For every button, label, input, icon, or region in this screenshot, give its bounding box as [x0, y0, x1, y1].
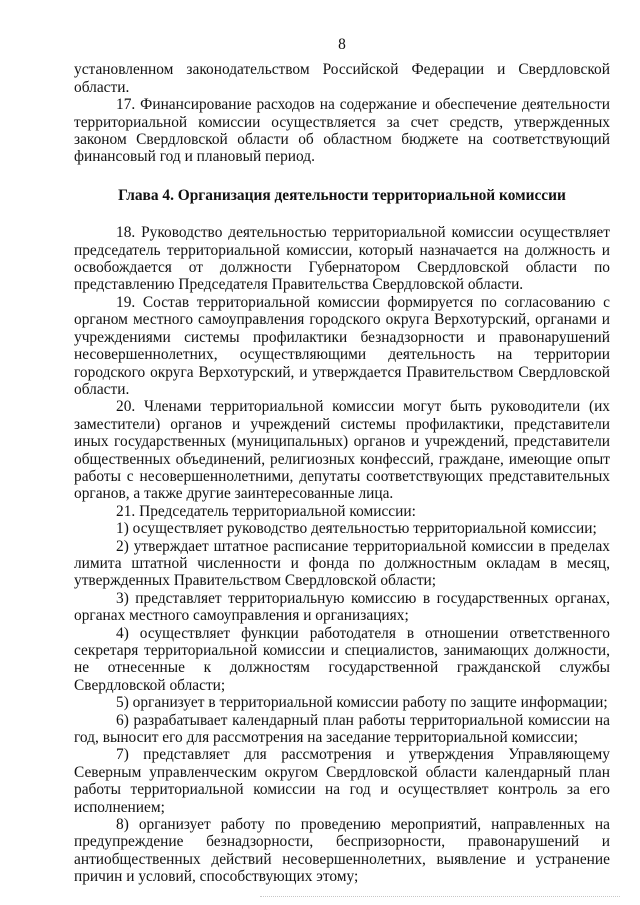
- page-number: 8: [338, 36, 346, 53]
- paragraph-19: 19. Состав территориальной комиссии формируется по согласованию с органом местного самоуправления городского округа Верхотурский, органами и учреждениями системы профилактики безнадзорности и правонарушений несовершеннолетних, осуществляющими деятельность на территории городского округа Верхотурский, и утверждается Правительством Свердловской области.: [74, 293, 610, 398]
- list-item-3: 3) представляет территориальную комиссию в государственных органах, органах местного самоуправления и организациях;: [74, 589, 610, 625]
- list-item-5: 5) организует в территориальной комиссии работу по защите информации;: [116, 694, 608, 712]
- document-page: [74, 36, 610, 886]
- list-item-4: 4) осуществляет функции работодателя в отношении ответственного секретаря территориальной комиссии и специалистов, занимающих должности, не отнесенные к должностям государственной гражданской службы Свердловской области;: [74, 624, 610, 694]
- chapter-heading: Глава 4. Организация деятельности территориальной комиссии: [118, 186, 566, 204]
- list-item-2: 2) утверждает штатное расписание территориальной комиссии в пределах лимита штатной численности и фонда по должностным окладам в месяц, утвержденных Правительством Свердловской области;: [74, 537, 610, 590]
- footer-divider: [260, 896, 620, 897]
- list-item-1: 1) осуществляет руководство деятельностью территориальной комиссии;: [116, 520, 597, 538]
- paragraph-21: 21. Председатель территориальной комиссии:: [116, 502, 416, 520]
- list-item-7: 7) представляет для рассмотрения и утверждения Управляющему Северным управленческим округом Свердловской области календарный план работы территориальной комиссии на год и осуществляет контроль за его исполнением;: [74, 746, 610, 816]
- paragraph-continuation: установленном законодательством Российской Федерации и Свердловской области.: [74, 61, 610, 96]
- paragraph-20: 20. Членами территориальной комиссии могут быть руководители (их заместители) органов и учреждений системы профилактики, представители иных государственных (муниципальных) органов и учреждений, представители общественных объединений, религиозных конфессий, граждане, имеющие опыт работы с несовершеннолетними, депутаты соответствующих представительных органов, а также другие заинтересованные лица.: [74, 398, 610, 503]
- paragraph-18: 18. Руководство деятельностью территориальной комиссии осуществляет председатель территориальной комиссии, который назначается на должность и освобождается от должности Губернатором Свердловской области по представлению Председателя Правительства Свердловской области.: [74, 224, 610, 294]
- list-item-6: 6) разрабатывает календарный план работы территориальной комиссии на год, выносит его для рассмотрения на заседание территориальной комиссии;: [74, 711, 610, 747]
- paragraph-17: 17. Финансирование расходов на содержание и обеспечение деятельности территориальной комиссии осуществляется за счет средств, утвержденных законом Свердловской области об областном бюджете на соответствующий финансовый год и плановый период.: [74, 96, 610, 166]
- list-item-8: 8) организует работу по проведению мероприятий, направленных на предупреждение безнадзорности, беспризорности, правонарушений и антиобщественных действий несовершеннолетних, выявление и устранение причин и условий, способствующих этому;: [74, 816, 610, 886]
